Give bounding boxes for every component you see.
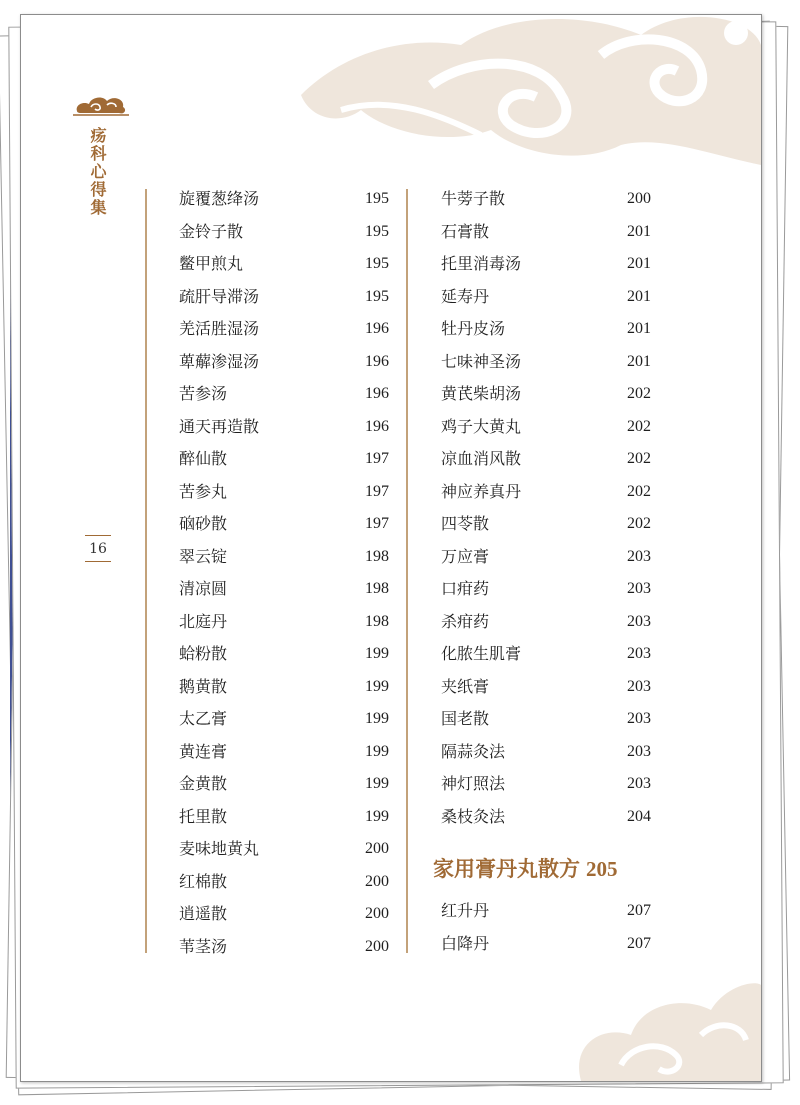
toc-entry[interactable] [441,768,651,801]
cloud-decoration-bottom [561,965,761,1081]
toc-entry[interactable] [179,281,389,314]
toc-entry-title: 黄连膏 [179,741,228,761]
toc-entry[interactable] [179,833,389,866]
toc-entry-page: 200 [627,190,651,207]
toc-entry-page: 198 [365,547,389,565]
toc-column-left [179,183,389,963]
toc-entry[interactable] [179,768,389,801]
toc-entry[interactable] [179,248,389,281]
toc-entry-title: 托里散 [179,806,228,826]
toc-entry-page: 199 [365,677,389,695]
toc-entry-title: 通天再造散 [179,416,260,436]
toc-entry-title: 萆薢渗湿汤 [179,351,260,371]
toc-entry[interactable] [179,378,389,411]
toc-entry-title: 羌活胜湿汤 [179,319,260,338]
toc-entry-title: 万应膏 [441,546,490,566]
toc-entry-title: 红棉散 [179,871,228,891]
toc-entry-title: 苇茎汤 [179,936,228,956]
toc-entry-title: 化脓生肌膏 [441,644,522,663]
toc-entry[interactable] [179,541,389,574]
toc-entry-page: 198 [365,580,389,597]
toc-entry-page: 197 [365,515,389,532]
toc-entry-page: 204 [627,807,651,825]
toc-entry-page: 200 [365,905,389,922]
toc-entry-title: 醉仙散 [179,449,228,468]
toc-entry-page: 199 [365,775,389,792]
toc-entry-page: 203 [627,547,651,565]
toc-entry[interactable] [441,671,651,704]
toc-entry-title: 杀疳药 [441,611,490,631]
toc-entry-title: 黄芪柴胡汤 [441,384,522,403]
toc-entry[interactable] [441,928,651,961]
toc-entry-title: 国老散 [441,709,490,728]
toc-entry-page: 201 [627,352,651,370]
toc-entry[interactable] [179,606,389,639]
section-heading-page: 205 [586,857,618,881]
toc-entry-page: 203 [627,580,651,597]
page-number: 16 [89,541,107,557]
toc-entry-page: 203 [627,677,651,695]
toc-entry-title: 夹纸膏 [441,676,490,696]
toc-entry-page: 203 [627,645,651,662]
toc-entry[interactable] [441,183,651,216]
toc-entry-title: 凉血消风散 [441,449,522,468]
page-number-rule-top [85,535,111,536]
toc-entry-page: 207 [627,902,651,919]
toc-entry-page: 201 [627,255,651,272]
toc-entry-title: 牛蒡子散 [441,189,506,208]
section-heading[interactable] [433,853,618,883]
toc-entry[interactable] [179,638,389,671]
toc-entry[interactable] [179,801,389,834]
toc-entry[interactable] [179,216,389,249]
toc-entry[interactable] [441,313,651,346]
toc-entry-page: 201 [627,320,651,337]
toc-entry-title: 神灯照法 [441,774,506,793]
toc-entry-page: 200 [365,840,389,857]
toc-entry-title: 疏肝导滞汤 [179,286,260,306]
toc-entry[interactable] [441,443,651,476]
toc-entry-page: 203 [627,612,651,630]
toc-entry[interactable] [179,443,389,476]
toc-entry[interactable] [179,573,389,606]
toc-entry[interactable] [441,411,651,444]
toc-entry[interactable] [441,216,651,249]
toc-entry-title: 隔蒜灸法 [441,741,506,761]
toc-entry-title: 牡丹皮汤 [441,319,506,338]
toc-entry[interactable] [441,508,651,541]
toc-entry-title: 金铃子散 [179,221,244,241]
toc-entry-page: 196 [365,385,389,402]
toc-entry[interactable] [179,476,389,509]
toc-entry[interactable] [441,573,651,606]
toc-entry[interactable] [179,898,389,931]
toc-entry-title: 口疳药 [441,579,490,598]
toc-column-right [441,183,651,833]
toc-entry[interactable] [441,541,651,574]
cloud-emblem-icon [73,93,129,117]
toc-entry-title: 旋覆葱绛汤 [179,189,260,208]
toc-entry-title: 金黄散 [179,774,228,793]
toc-entry-title: 硇砂散 [179,514,228,533]
toc-entry-title: 鳖甲煎丸 [179,254,244,273]
toc-entry[interactable] [179,703,389,736]
toc-entry-page: 201 [627,222,651,240]
toc-entry-title: 蛤粉散 [179,644,228,663]
toc-entry-page: 195 [365,222,389,240]
toc-entry[interactable] [441,736,651,769]
toc-entry[interactable] [179,931,389,964]
toc-entry-page: 202 [627,515,651,532]
toc-entry[interactable] [441,476,651,509]
toc-entry-page: 202 [627,450,651,467]
toc-entry-page: 202 [627,385,651,402]
toc-entry-page: 196 [365,352,389,370]
toc-entry-page: 203 [627,710,651,727]
toc-entry-page: 195 [365,287,389,305]
toc-entry-title: 麦味地黄丸 [179,839,260,858]
toc-entry[interactable] [179,508,389,541]
toc-entry[interactable] [441,346,651,379]
toc-entry-title: 苦参丸 [179,481,228,501]
toc-entry-title: 四苓散 [441,514,490,533]
toc-entry-page: 198 [365,612,389,630]
toc-entry-page: 199 [365,742,389,760]
toc-entry-page: 197 [365,482,389,500]
toc-entry-title: 太乙膏 [179,709,228,728]
toc-entry-title: 延寿丹 [441,286,490,306]
toc-entry-title: 清凉圆 [179,579,228,598]
toc-section-list [441,895,651,960]
toc-entry-title: 苦参汤 [179,384,228,403]
toc-entry-page: 203 [627,775,651,792]
toc-entry-page: 199 [365,710,389,727]
toc-entry-title: 七味神圣汤 [441,351,522,371]
toc-entry-page: 195 [365,255,389,272]
toc-entry-title: 神应养真丹 [441,481,522,501]
toc-entry[interactable] [179,411,389,444]
toc-entry[interactable] [179,671,389,704]
toc-entry[interactable] [179,346,389,379]
toc-entry[interactable] [179,736,389,769]
toc-entry-title: 红升丹 [441,901,490,920]
toc-entry-page: 200 [365,872,389,890]
toc-entry-title: 桑枝灸法 [441,806,506,826]
page-number-rule-bottom [85,561,111,562]
toc-entry-page: 199 [365,807,389,825]
toc-entry-title: 石膏散 [441,221,490,241]
toc-entry-page: 201 [627,287,651,305]
toc-entry[interactable] [441,801,651,834]
toc-entry-page: 202 [627,482,651,500]
toc-entry-page: 199 [365,645,389,662]
cloud-decoration-top [281,15,761,165]
toc-entry[interactable] [441,703,651,736]
toc-entry-page: 196 [365,320,389,337]
section-heading-title: 家用膏丹丸散方 [433,856,580,881]
toc-entry[interactable] [441,378,651,411]
toc-entry[interactable] [179,183,389,216]
toc-entry[interactable] [441,248,651,281]
toc-entry-title: 白降丹 [441,933,490,953]
toc-entry[interactable] [441,606,651,639]
toc-entry-page: 207 [627,934,651,952]
toc-entry-title: 逍遥散 [179,904,228,923]
toc-entry-page: 196 [365,417,389,435]
toc-entry-page: 203 [627,742,651,760]
toc-entry-page: 202 [627,417,651,435]
toc-entry[interactable] [441,638,651,671]
toc-entry-title: 鹅黄散 [179,676,228,696]
toc-entry-title: 鸡子大黄丸 [441,416,522,436]
toc-entry-page: 195 [365,190,389,207]
toc-entry[interactable] [441,281,651,314]
toc-entry[interactable] [441,895,651,928]
book-title-vertical: 疡科心得集 [88,127,107,217]
toc-entry-page: 200 [365,937,389,955]
book-page [20,14,762,1082]
toc-entry[interactable] [179,313,389,346]
toc-entry-title: 托里消毒汤 [441,254,522,273]
column-divider-right [406,189,408,953]
toc-entry-title: 北庭丹 [179,611,228,631]
column-divider-left [145,189,147,953]
toc-entry[interactable] [179,866,389,899]
toc-entry-page: 197 [365,450,389,467]
toc-entry-title: 翠云锭 [179,546,228,566]
